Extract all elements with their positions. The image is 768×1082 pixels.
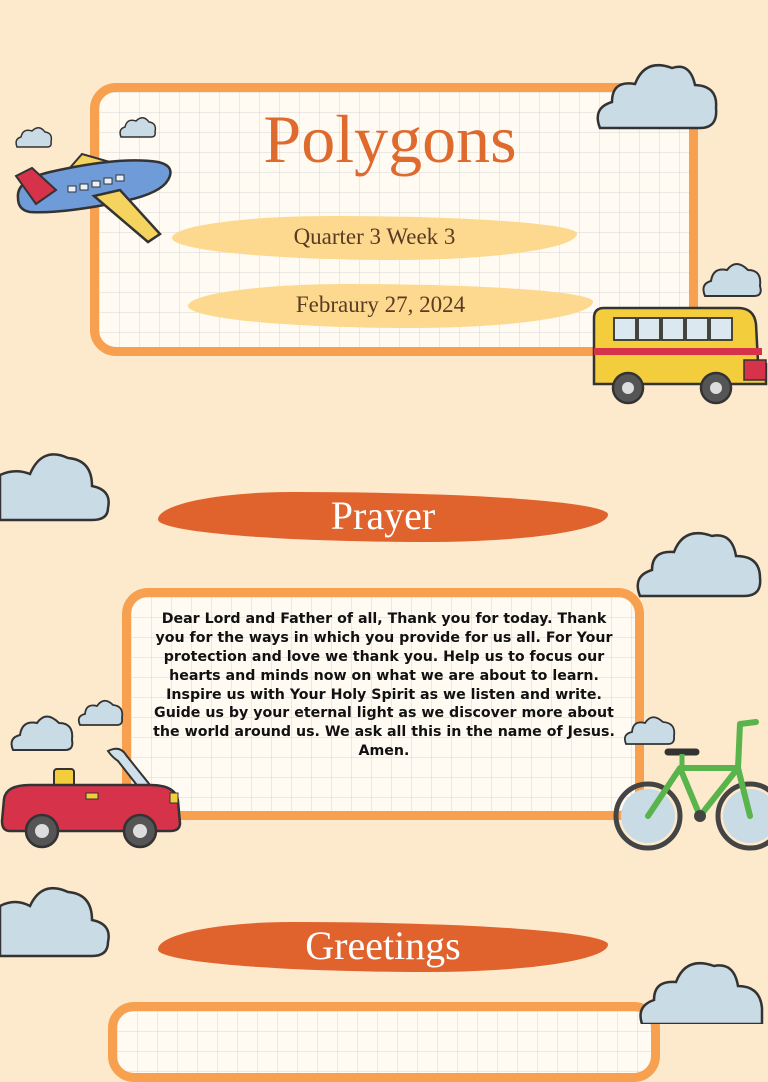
greetings-heading: Greetings	[305, 923, 461, 968]
cloud-icon	[634, 952, 768, 1024]
cloud-icon	[0, 876, 115, 961]
greetings-card	[108, 1002, 660, 1082]
cloud-icon	[0, 440, 115, 525]
cloud-icon	[118, 114, 158, 140]
subtitle: Quarter 3 Week 3	[293, 224, 456, 249]
date: Febraury 27, 2024	[295, 292, 466, 317]
page-title: Polygons	[263, 101, 517, 177]
school-bus-icon	[588, 302, 768, 412]
car-icon	[0, 745, 185, 855]
cloud-icon	[590, 50, 725, 135]
cloud-icon	[76, 696, 126, 728]
cloud-icon	[632, 520, 768, 602]
prayer-heading: Prayer	[330, 493, 436, 538]
airplane-icon	[10, 150, 175, 245]
cloud-icon	[14, 124, 54, 150]
bicycle-icon	[610, 716, 768, 852]
prayer-text: Dear Lord and Father of all, Thank you for today. Thank you for the ways in which you provide for us all. For Your protection and love we thank you. Help us to focus our hearts and minds now on what we are about to learn. Inspire us with Your Holy Spirit as we listen and write. Guide us by your eternal light as we discover more about the world around us. We ask all this in the name of Jesus. Amen.	[153, 611, 615, 760]
cloud-icon	[700, 258, 766, 300]
